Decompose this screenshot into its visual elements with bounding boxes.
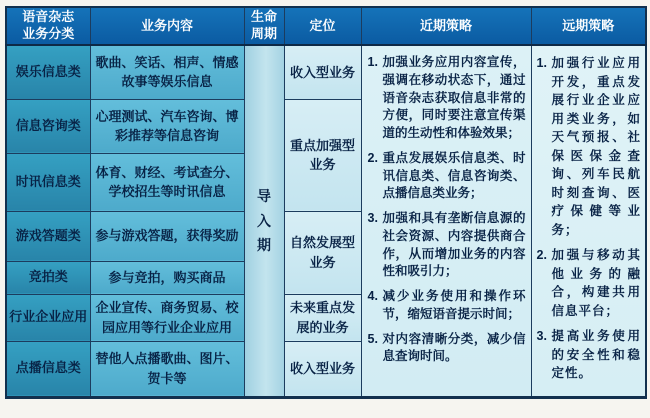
item-number: 2. xyxy=(536,248,547,262)
positioning-cell: 收入型业务 xyxy=(284,45,361,99)
near-term-item xyxy=(368,288,526,324)
category-cell: 游戏答题类 xyxy=(6,211,90,261)
item-number: 3. xyxy=(536,329,547,343)
item-text: 加强行业应用开发，重点发展行业企业应用类业务，如天气预报、社保医保金查询、列车民航时刻查询、医疗保健等业务； xyxy=(551,56,641,237)
content-cell: 心理测试、汽车咨询、博彩推荐等信息咨询 xyxy=(90,99,244,153)
positioning-cell: 自然发展型业务 xyxy=(284,211,361,294)
header-long-term: 远期策略 xyxy=(531,7,646,45)
header-positioning: 定位 xyxy=(284,7,361,45)
item-number: 3. xyxy=(367,211,378,225)
near-term-item xyxy=(368,331,526,367)
header-category-line1: 语音杂志 xyxy=(22,9,75,25)
item-text: 加强与移动其他业务的融合，构建共用信息平台； xyxy=(551,248,641,318)
header-lifecycle: 生命周期 xyxy=(244,7,284,45)
item-text: 减少业务使用和操作环节，缩短语音提示时间； xyxy=(382,289,526,321)
voice-magazine-strategy-table xyxy=(5,6,647,399)
item-text: 加强业务应用内容宣传，强调在移动状态下，通过语音杂志获取信息非常的方便，同时要注意宣传渠道的生动性和体验效果； xyxy=(382,55,526,140)
content-cell: 替他人点播歌曲、图片、贺卡等 xyxy=(90,341,244,397)
category-cell: 点播信息类 xyxy=(6,341,90,397)
header-category xyxy=(6,7,90,45)
item-text: 重点发展娱乐信息类、时讯信息类、信息咨询类、点播信息类业务； xyxy=(382,150,526,201)
near-term-item xyxy=(368,210,526,281)
content-cell: 企业宣传、商务贸易、校园应用等行业企业应用 xyxy=(90,294,244,341)
content-cell: 体育、财经、考试查分、学校招生等时讯信息 xyxy=(90,153,244,211)
category-cell: 娱乐信息类 xyxy=(6,45,90,99)
header-near-term: 近期策略 xyxy=(361,7,531,45)
category-cell: 时讯信息类 xyxy=(6,153,90,211)
category-cell: 竞拍类 xyxy=(6,261,90,294)
item-text: 加强和具有垄断信息源的社会资源、内容提供商合作，从而增加业务的内容性和吸引力； xyxy=(382,211,526,279)
near-term-strategies-cell xyxy=(361,45,531,397)
content-cell: 参与竞拍，购买商品 xyxy=(90,261,244,294)
positioning-cell: 未来重点发展的业务 xyxy=(284,294,361,341)
long-term-item xyxy=(537,54,642,239)
category-cell: 行业企业应用 xyxy=(6,294,90,341)
item-number: 1. xyxy=(536,56,547,70)
near-term-item xyxy=(368,54,526,143)
item-text: 对内容清晰分类，减少信息查询时间。 xyxy=(382,331,526,364)
header-category-line2: 业务分类 xyxy=(22,26,75,41)
content-cell: 歌曲、笑话、相声、情感故事等娱乐信息 xyxy=(90,45,244,99)
content-cell: 参与游戏答题，获得奖励 xyxy=(90,211,244,261)
long-term-item xyxy=(537,246,642,320)
lifecycle-vertical-text: 导入期 xyxy=(257,188,271,253)
lifecycle-cell xyxy=(244,45,284,397)
item-number: 1. xyxy=(367,55,378,69)
item-number: 2. xyxy=(367,150,378,165)
table-row xyxy=(6,45,646,99)
positioning-cell: 重点加强型业务 xyxy=(284,99,361,211)
header-row xyxy=(6,7,646,45)
item-number: 4. xyxy=(367,289,378,303)
header-content: 业务内容 xyxy=(90,7,244,45)
near-term-item xyxy=(368,150,526,203)
positioning-cell: 收入型业务 xyxy=(284,341,361,397)
long-term-item xyxy=(537,327,642,383)
category-cell: 信息咨询类 xyxy=(6,99,90,153)
item-text: 提高业务使用的安全性和稳定性。 xyxy=(551,329,641,380)
long-term-strategies-cell xyxy=(531,45,646,397)
item-number: 5. xyxy=(367,331,378,346)
